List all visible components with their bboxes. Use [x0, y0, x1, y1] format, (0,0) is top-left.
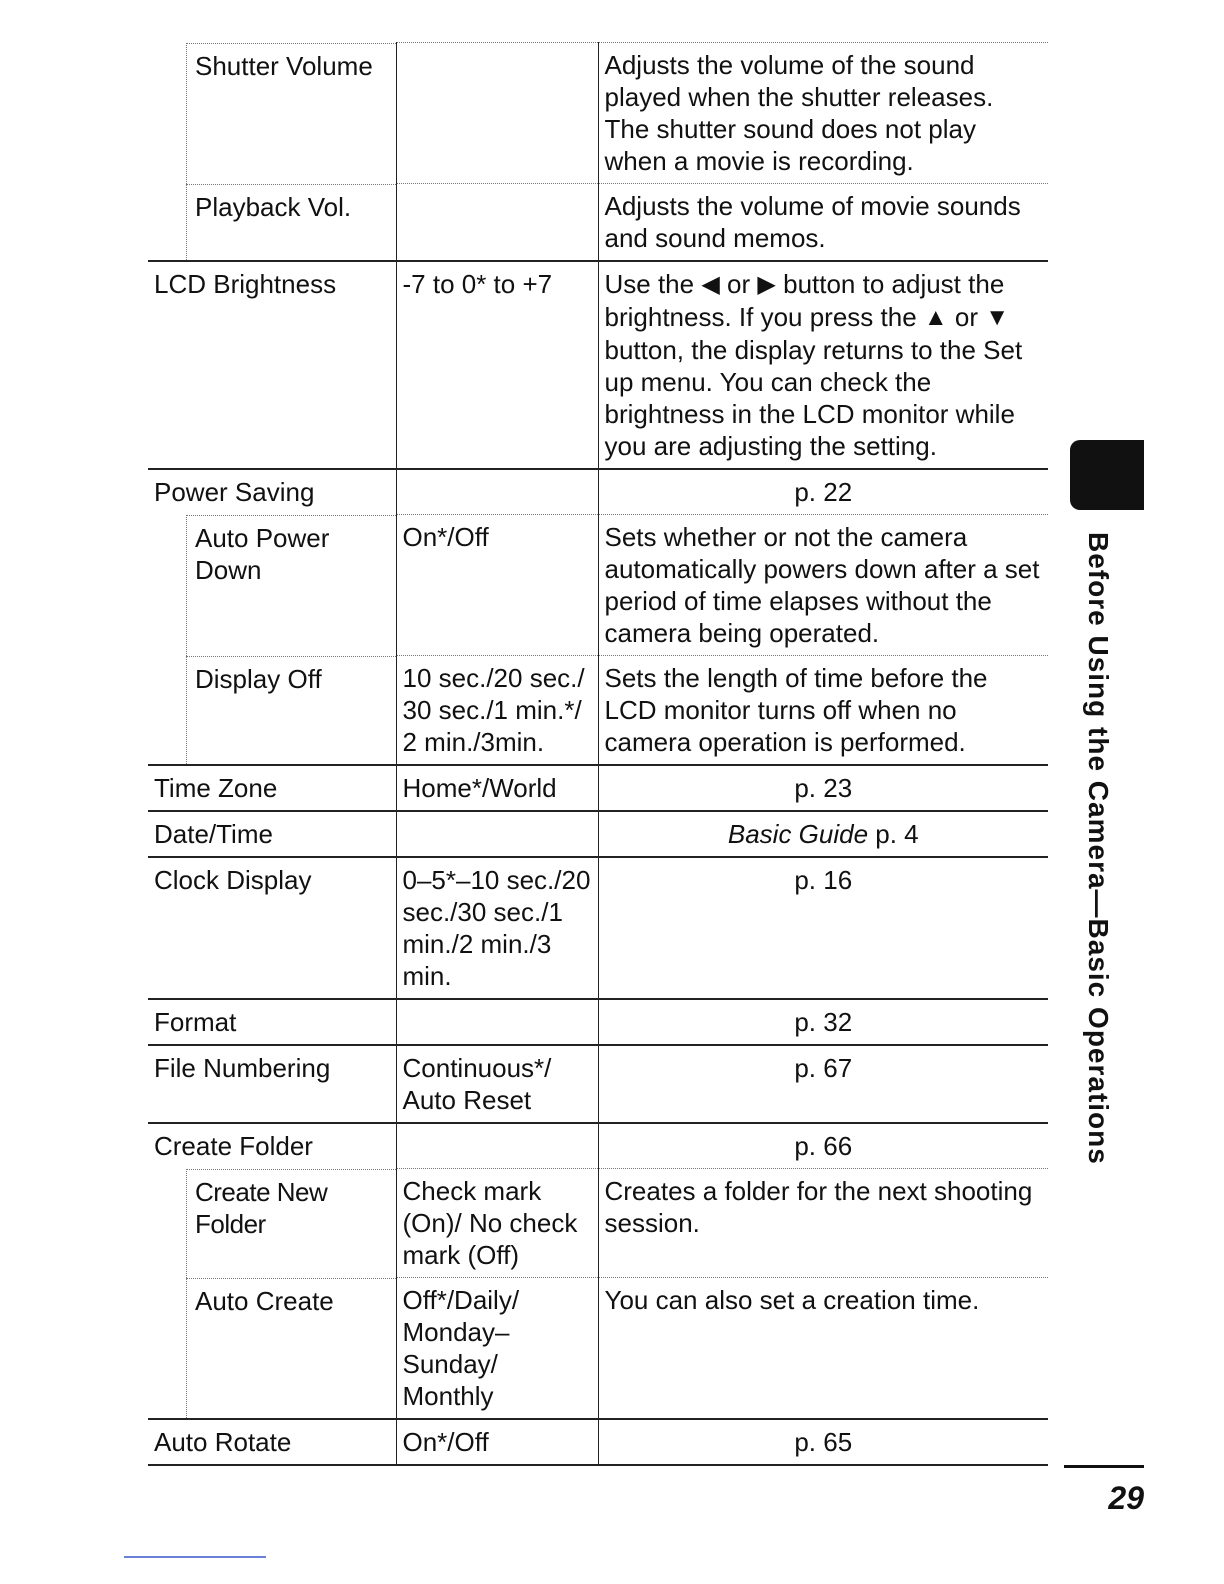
- setting-name: Playback Vol.: [186, 184, 396, 261]
- setting-name: Auto Create: [186, 1278, 396, 1419]
- setting-name: Create Folder: [148, 1123, 396, 1169]
- setting-name: Time Zone: [148, 765, 396, 811]
- setting-name: LCD Brightness: [148, 261, 396, 469]
- setting-options: Check mark (On)/ No check mark (Off): [396, 1169, 598, 1278]
- table-row: [148, 261, 1048, 469]
- setting-options: Off*/Daily/ Monday–Sunday/ Monthly: [396, 1278, 598, 1420]
- setting-options: [396, 184, 598, 262]
- setting-name: Auto Power Down: [186, 515, 396, 656]
- table-row: [148, 43, 1048, 184]
- setting-description: Creates a folder for the next shooting session.: [598, 1169, 1048, 1278]
- table-row: [148, 656, 1048, 766]
- table-row: [148, 1169, 1048, 1278]
- setting-options: [396, 999, 598, 1045]
- setting-options: [396, 43, 598, 184]
- setting-options: -7 to 0* to +7: [396, 261, 598, 469]
- down-arrow-icon: ▼: [985, 304, 1010, 331]
- setting-options: On*/Off: [396, 1419, 598, 1465]
- page-reference: p. 67: [598, 1045, 1048, 1123]
- setting-name: Format: [148, 999, 396, 1045]
- page-reference: p. 65: [598, 1419, 1048, 1465]
- page-reference: p. 22: [598, 469, 1048, 515]
- setting-name: Auto Rotate: [148, 1419, 396, 1465]
- divider: [1064, 1465, 1144, 1468]
- table-row: [148, 184, 1048, 262]
- setting-options: [396, 469, 598, 515]
- setting-description: Sets whether or not the camera automatically powers down after a set period of time elapses without the camera being operated.: [598, 515, 1048, 656]
- setting-name: File Numbering: [148, 1045, 396, 1123]
- table-row: [148, 857, 1048, 999]
- page-reference: Basic Guide p. 4: [598, 811, 1048, 857]
- setting-options: 10 sec./20 sec./ 30 sec./1 min.*/ 2 min./3min.: [396, 656, 598, 766]
- setting-description: Adjusts the volume of the sound played when the shutter releases. The shutter sound does not play when a movie is recording.: [598, 43, 1048, 184]
- setting-options: Continuous*/ Auto Reset: [396, 1045, 598, 1123]
- table-row: [148, 515, 1048, 656]
- table-row: [148, 811, 1048, 857]
- table-row: [148, 469, 1048, 515]
- setting-description: Adjusts the volume of movie sounds and sound memos.: [598, 184, 1048, 262]
- table-row: [148, 765, 1048, 811]
- settings-table: [148, 42, 1048, 1466]
- page-reference: p. 66: [598, 1123, 1048, 1169]
- table-row: [148, 1123, 1048, 1169]
- table-row: [148, 1045, 1048, 1123]
- setting-name: Create New Folder: [186, 1169, 396, 1278]
- setting-name: Display Off: [186, 656, 396, 765]
- setting-description: You can also set a creation time.: [598, 1278, 1048, 1420]
- divider: [124, 1556, 266, 1558]
- table-row: [148, 1278, 1048, 1420]
- setting-options: [396, 1123, 598, 1169]
- section-tab-marker: [1070, 440, 1144, 510]
- setting-options: On*/Off: [396, 515, 598, 656]
- setting-name: Power Saving: [148, 469, 396, 515]
- page-reference: p. 16: [598, 857, 1048, 999]
- table-row: [148, 1419, 1048, 1465]
- page-reference: p. 23: [598, 765, 1048, 811]
- setting-description: Use the ◀ or ▶ button to adjust the brightness. If you press the ▲ or ▼ button, the display returns to the Set up menu. You can check the brightness in the LCD monitor while you are adjusting the setting.: [598, 261, 1048, 469]
- setting-name: Shutter Volume: [186, 43, 396, 184]
- setting-options: 0–5*–10 sec./20 sec./30 sec./1 min./2 min./3 min.: [396, 857, 598, 999]
- right-arrow-icon: ▶: [757, 271, 776, 298]
- setting-description: Sets the length of time before the LCD monitor turns off when no camera operation is performed.: [598, 656, 1048, 766]
- left-arrow-icon: ◀: [701, 271, 720, 298]
- page-reference: p. 32: [598, 999, 1048, 1045]
- page-number: 29: [1108, 1480, 1144, 1516]
- section-title: Before Using the Camera—Basic Operations: [1083, 532, 1114, 1165]
- up-arrow-icon: ▲: [923, 304, 948, 331]
- table-row: [148, 999, 1048, 1045]
- setting-name: Date/Time: [148, 811, 396, 857]
- setting-name: Clock Display: [148, 857, 396, 999]
- setting-options: [396, 811, 598, 857]
- setting-options: Home*/World: [396, 765, 598, 811]
